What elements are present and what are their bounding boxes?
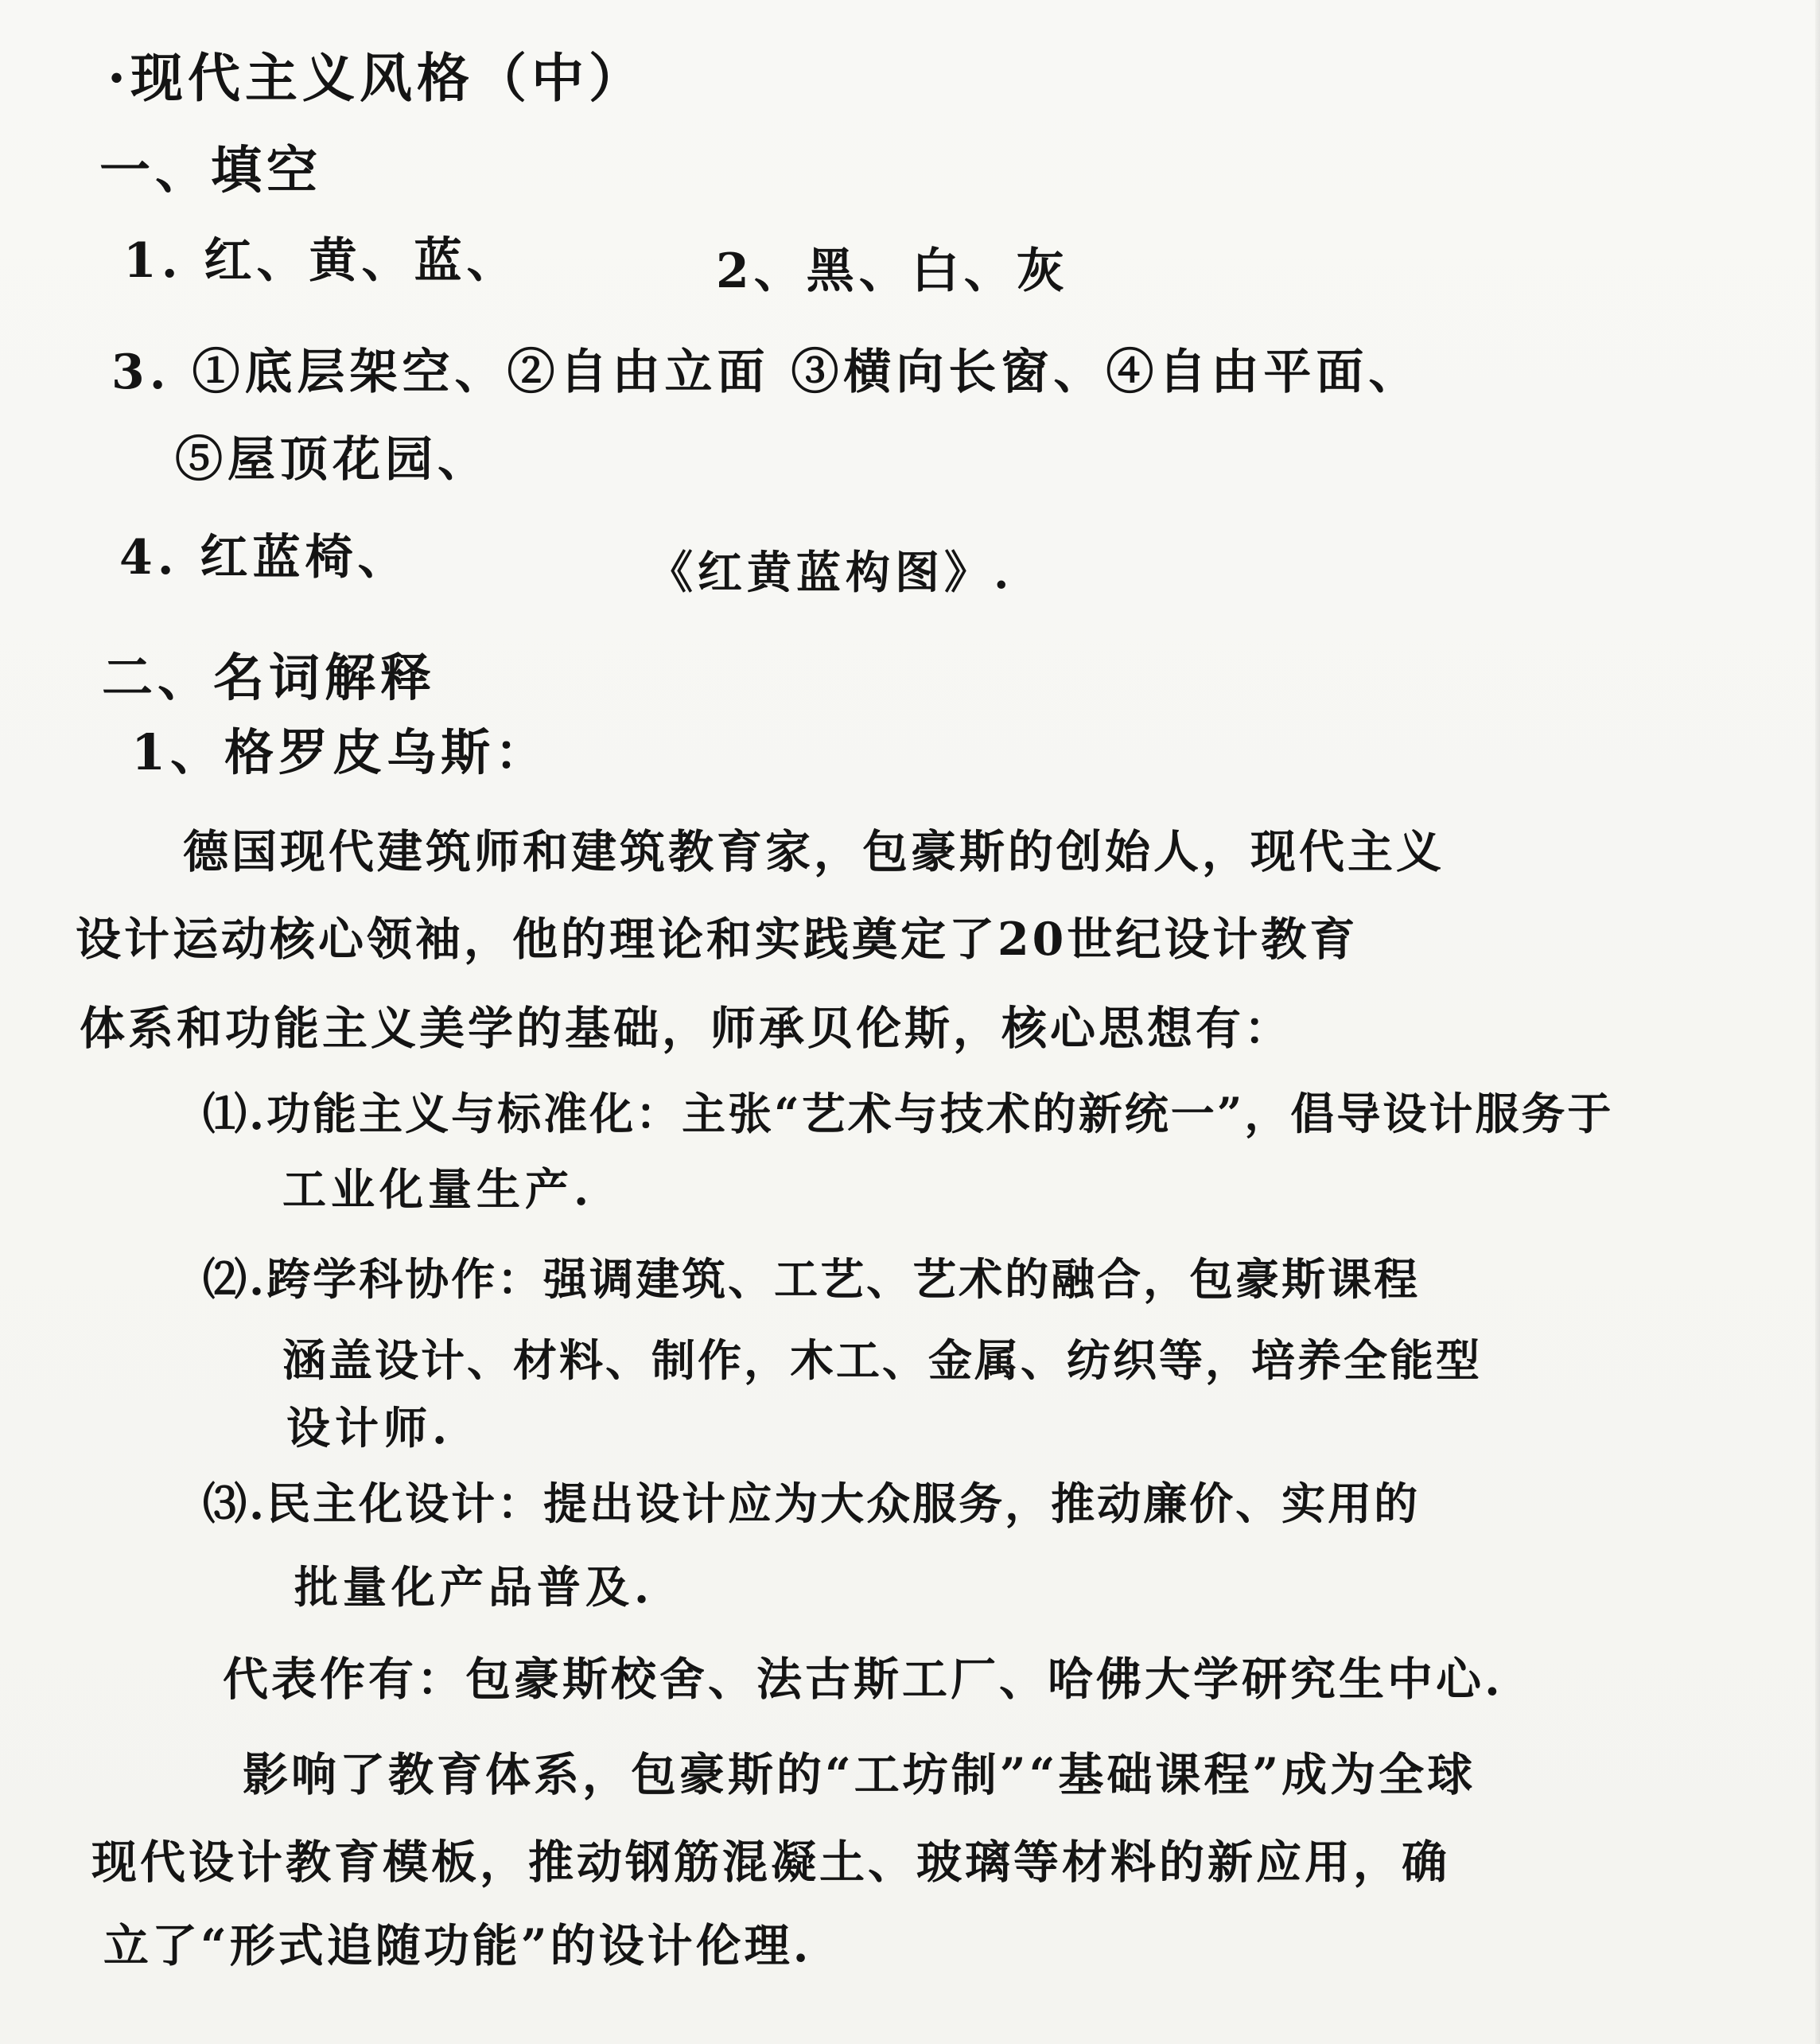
representative-works: 代表作有：包豪斯校舍、法古斯工厂、哈佛大学研究生中心. [223,1653,1503,1706]
fill-answer-3: 3. ①底层架空、②自由立面 ③横向长窗、④自由平面、 [111,345,1421,400]
fill-answer-2: 2、黑、白、灰 [716,243,1069,299]
term-gropius: 1、格罗皮乌斯： [131,723,550,781]
core-idea-3: ⑶.民主化设计：提出设计应为大众服务，推动廉价、实用的 [203,1478,1421,1529]
core-idea-3-continued: 批量化产品普及. [294,1561,655,1613]
fill-answer-4-work: 《红黄蓝构图》. [648,547,1014,599]
fill-answer-1: 1. 红、黄、蓝、 [123,233,519,289]
section-fill-blank-heading: 一、填空 [99,141,322,201]
influence-line-1: 影响了教育体系，包豪斯的“工坊制”“基础课程”成为全球 [243,1748,1476,1801]
fill-answer-3-continued: ⑤屋顶花园、 [175,432,490,488]
paragraph-line-2: 设计运动核心领袖，他的理论和实践奠定了20世纪设计教育 [76,913,1359,966]
core-idea-2: ⑵.跨学科协作：强调建筑、工艺、艺术的融合，包豪斯课程 [203,1253,1421,1305]
section-term-heading: 二、名词解释 [102,648,436,708]
paragraph-line-1: 德国现代建筑师和建筑教育家，包豪斯的创始人，现代主义 [183,825,1445,878]
core-idea-1: ⑴.功能主义与标准化：主张“艺术与技术的新统一”，倡导设计服务于 [203,1088,1614,1139]
paragraph-line-3: 体系和功能主义美学的基础，师承贝伦斯，核心思想有： [80,1002,1293,1055]
influence-line-2: 现代设计教育模板，推动钢筋混凝土、玻璃等材料的新应用，确 [91,1836,1450,1889]
note-title: ·现代主义风格（中） [107,47,646,109]
core-idea-2-continued: 涵盖设计、材料、制作，木工、金属、纺织等，培养全能型 [282,1334,1483,1386]
core-idea-1-continued: 工业化量生产. [282,1163,594,1215]
influence-line-3: 立了“形式追随功能”的设计伦理. [103,1919,812,1972]
fill-answer-4: 4. 红蓝椅、 [119,530,410,586]
core-idea-2-end: 设计师. [286,1402,453,1454]
